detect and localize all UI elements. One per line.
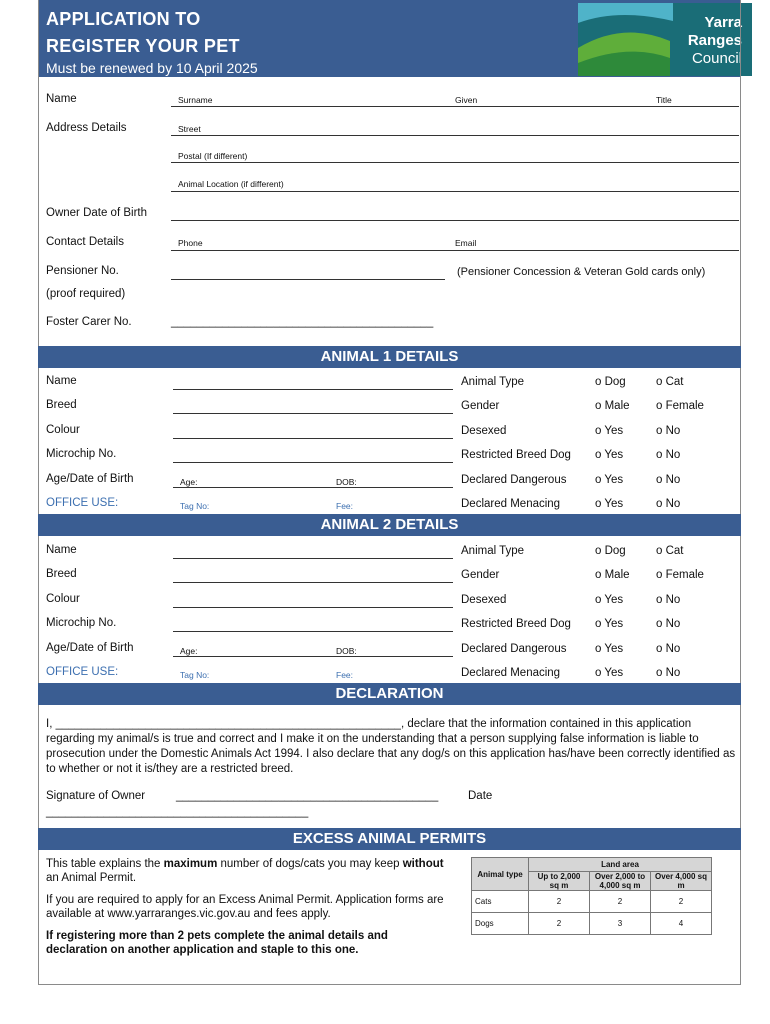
cell: 4 [651,913,712,935]
foster-label: Foster Carer No. [46,316,132,328]
title-label: Title [656,95,672,105]
postal-field[interactable] [171,162,739,163]
surname-label: Surname [178,95,213,105]
animal1-desexed-no-option[interactable]: o No [656,425,681,437]
excess-heading: EXCESS ANIMAL PERMITS [38,828,741,850]
owner-dob-field[interactable] [171,220,739,221]
col-over-4000: Over 4,000 sq m [651,872,712,891]
animal2-dob-label: DOB: [336,646,357,656]
animal2-colour-field[interactable] [173,607,453,608]
animal2-heading: ANIMAL 2 DETAILS [38,514,741,536]
cell: 2 [590,891,651,913]
col-up-to-2000: Up to 2,000 sq m [529,872,590,891]
animal1-age-label: Age: [180,477,198,487]
animal1-microchip-label: Microchip No. [46,448,117,460]
col-animal-type: Animal type [472,858,529,891]
animal2-breed-label: Breed [46,568,77,580]
animal1-gender-label: Gender [461,400,500,412]
street-label: Street [178,124,201,134]
animal1-menacing-yes-option[interactable]: o Yes [595,498,624,510]
animal1-colour-field[interactable] [173,438,453,439]
cell: 3 [590,913,651,935]
given-label: Given [455,95,478,105]
animal1-menacing-no-option[interactable]: o No [656,498,681,510]
renewal-note: Must be renewed by 10 April 2025 [46,60,258,76]
animal1-restricted-yes-option[interactable]: o Yes [595,449,624,461]
animal2-animal_type-dog-option[interactable]: o Dog [595,545,626,557]
animal1-desexed-label: Desexed [461,425,507,437]
animal-location-field[interactable] [171,191,739,192]
animal1-office_use-label: OFFICE USE: [46,497,119,509]
animal1-dangerous-label: Declared Dangerous [461,474,567,486]
animal1-name-label: Name [46,375,77,387]
animal2-gender-label: Gender [461,569,500,581]
animal2-restricted-yes-option[interactable]: o Yes [595,618,624,630]
row-type: Dogs [472,913,529,935]
street-field[interactable] [171,135,739,136]
col-2000-4000: Over 2,000 to 4,000 sq m [590,872,651,891]
land-area-header: Land area [529,858,712,872]
animal2-gender-male-option[interactable]: o Male [595,569,630,581]
animal1-desexed-yes-option[interactable]: o Yes [595,425,624,437]
animal2-fee-label: Fee: [336,670,354,680]
animal1-name-field[interactable] [173,389,453,390]
animal2-dangerous-no-option[interactable]: o No [656,643,681,655]
contact-label: Contact Details [46,236,124,248]
animal2-age-dob-field[interactable] [173,656,453,657]
animal2-desexed-label: Desexed [461,594,507,606]
pensioner-field[interactable] [171,279,445,280]
owner-name-field[interactable] [171,106,739,107]
animal2-tag-label: Tag No: [180,670,210,680]
email-label: Email [455,238,477,248]
signature-field[interactable]: _________________________________________ [176,790,439,802]
animal1-breed-field[interactable] [173,413,453,414]
excess-apply-note: If you are required to apply for an Excess Animal Permit. Application forms are available at www.yarraranges.vic.gov.au and fees apply. [46,894,444,920]
animal1-age-dob-field[interactable] [173,487,453,488]
animal2-colour-label: Colour [46,593,80,605]
animal2-menacing-label: Declared Menacing [461,667,561,679]
pensioner-note: (Pensioner Concession & Veteran Gold cards only) [457,266,706,278]
animal2-age-label: Age: [180,646,198,656]
foster-field[interactable]: _________________________________________ [171,316,434,328]
animal2-animal_type-label: Animal Type [461,545,525,557]
animal1-restricted-label: Restricted Breed Dog [461,449,571,461]
animal2-name-label: Name [46,544,77,556]
contact-field[interactable] [171,250,739,251]
animal1-animal_type-label: Animal Type [461,376,525,388]
animal1-microchip-field[interactable] [173,462,453,463]
animal1-animal_type-cat-option[interactable]: o Cat [656,376,684,388]
date-field[interactable]: _________________________________________ [46,806,309,818]
animal1-colour-label: Colour [46,424,80,436]
declaration-text: I, ______________________________________________________, declare that the information contained in this application regarding my animal/s is true and correct and I make it on the understanding that a person supplying false information is liable to prosecution under the Domestic Animals Act 1994. I also declare that any dog/s on this application has/have been correctly identified as to whether or not it is/they are a restricted breed. [46,718,736,775]
animal1-dangerous-yes-option[interactable]: o Yes [595,474,624,486]
owner-dob-label: Owner Date of Birth [46,207,147,219]
form-title-line1: APPLICATION TO [46,9,201,29]
animal2-breed-field[interactable] [173,582,453,583]
animal1-heading: ANIMAL 1 DETAILS [38,346,741,368]
animal2-desexed-yes-option[interactable]: o Yes [595,594,624,606]
signature-label: Signature of Owner [46,790,146,802]
animal1-gender-male-option[interactable]: o Male [595,400,630,412]
logo-text-yarra: Yarra [704,14,742,31]
excess-intro: This table explains the maximum number of dogs/cats you may keep without an Animal Permit. [46,858,444,884]
cell: 2 [651,891,712,913]
animal1-dob-label: DOB: [336,477,357,487]
pensioner-label: Pensioner No. [46,265,119,277]
animal2-dangerous-label: Declared Dangerous [461,643,567,655]
animal-location-label: Animal Location (if different) [178,179,284,189]
date-label: Date [468,790,493,802]
declaration-heading: DECLARATION [38,683,741,705]
animal1-restricted-no-option[interactable]: o No [656,449,681,461]
animal2-gender-female-option[interactable]: o Female [656,569,704,581]
animal2-name-field[interactable] [173,558,453,559]
animal1-menacing-label: Declared Menacing [461,498,561,510]
animal2-menacing-yes-option[interactable]: o Yes [595,667,624,679]
animal1-fee-label: Fee: [336,501,354,511]
animal2-microchip-label: Microchip No. [46,617,117,629]
animal2-microchip-field[interactable] [173,631,453,632]
animal1-age_dob-label: Age/Date of Birth [46,473,134,485]
proof-note: (proof required) [46,288,126,300]
animal1-dangerous-no-option[interactable]: o No [656,474,681,486]
land-area-table [471,857,712,935]
animal2-menacing-no-option[interactable]: o No [656,667,681,679]
animal2-animal_type-cat-option[interactable]: o Cat [656,545,684,557]
postal-label: Postal (If different) [178,151,248,161]
cell: 2 [529,913,590,935]
animal1-tag-label: Tag No: [180,501,210,511]
animal2-dangerous-yes-option[interactable]: o Yes [595,643,624,655]
form-title-line2: REGISTER YOUR PET [46,36,240,56]
logo-text-council: Council [691,50,742,67]
animal2-restricted-no-option[interactable]: o No [656,618,681,630]
animal1-animal_type-dog-option[interactable]: o Dog [595,376,626,388]
animal2-restricted-label: Restricted Breed Dog [461,618,571,630]
animal2-office_use-label: OFFICE USE: [46,666,119,678]
animal1-gender-female-option[interactable]: o Female [656,400,704,412]
animal2-desexed-no-option[interactable]: o No [656,594,681,606]
logo-text-ranges: Ranges [687,32,742,49]
excess-more-pets-note: If registering more than 2 pets complete the animal details and declaration on another application and staple to this one. [46,930,388,956]
owner-name-label: Name [46,93,77,105]
phone-label: Phone [178,238,203,248]
row-type: Cats [472,891,529,913]
animal1-breed-label: Breed [46,399,77,411]
address-label: Address Details [46,122,127,134]
cell: 2 [529,891,590,913]
animal2-age_dob-label: Age/Date of Birth [46,642,134,654]
